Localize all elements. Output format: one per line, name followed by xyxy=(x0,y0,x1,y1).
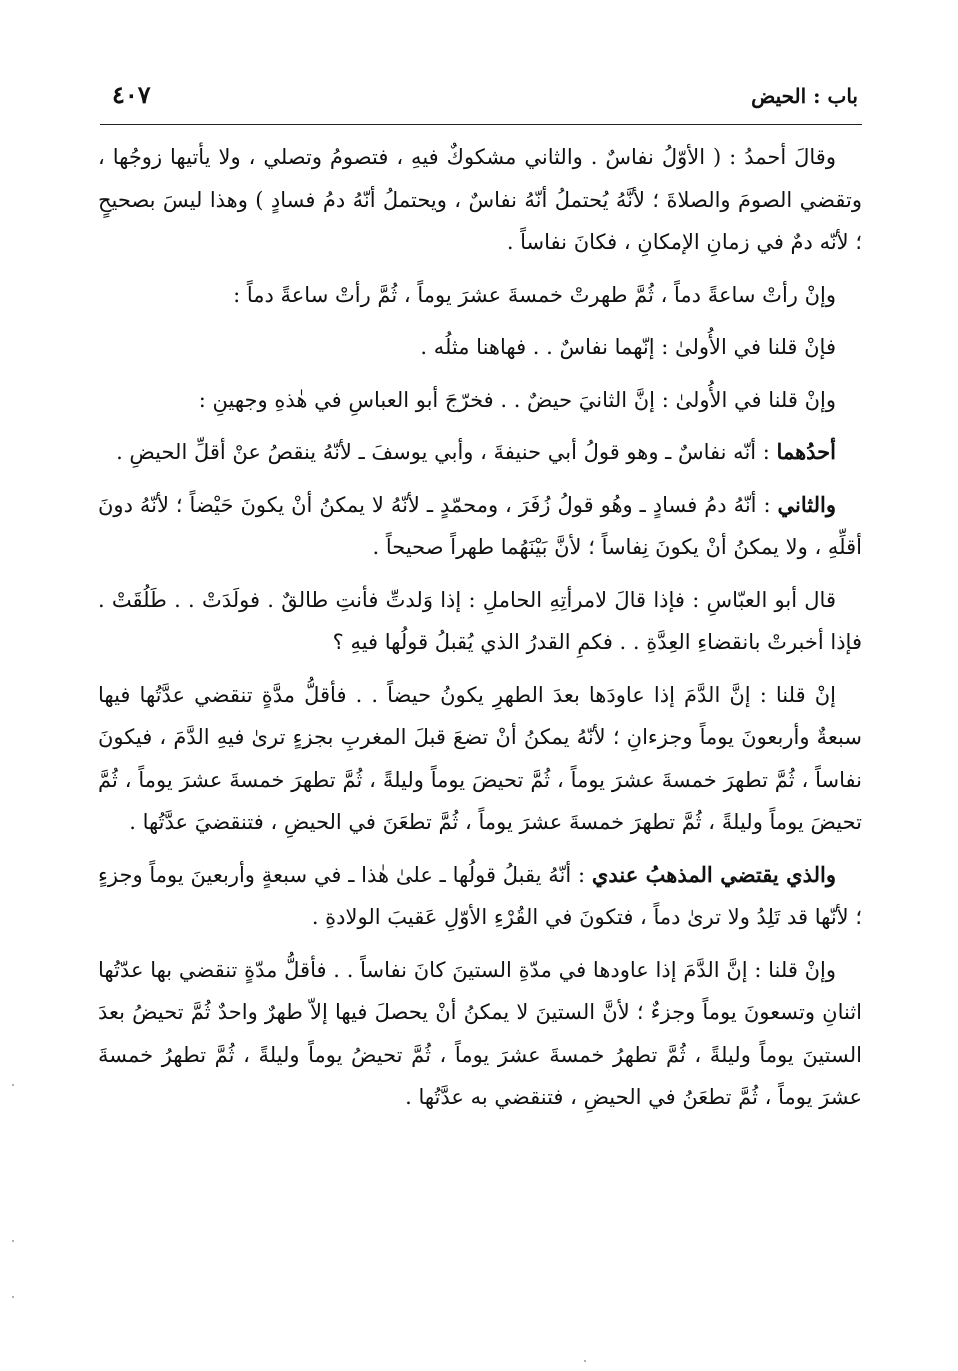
paragraph-lead: والثاني xyxy=(777,491,836,517)
paragraph-text: وإنْ رأتْ ساعةً دماً ، ثُمَّ طهرتْ خمسةَ عشرَ يوماً ، ثُمَّ رأتْ ساعةً دماً : xyxy=(233,282,836,307)
paragraph-text: : أنّهُ يقبلُ قولُها ـ علىٰ هٰذا ـ في سبعةٍ وأربعينَ يوماً وجزءٍ ؛ لأنّها قد تَلِدُ ولا ترىٰ دماً ، فتكونَ في القُرْءِ الأوّلِ عَقيبَ الولادةِ . xyxy=(98,862,862,929)
paragraph-text: فإنْ قلنا في الأُولىٰ : إنّهما نفاسٌ . . فهاهنا مثلُه . xyxy=(420,335,836,359)
paragraph-text: وإنْ قلنا في الأُولىٰ : إنَّ الثانيَ حيضٌ . . فخرّجَ أبو العباسِ في هٰذهِ وجهينِ : xyxy=(198,387,836,412)
paragraph-6 xyxy=(98,484,862,569)
running-header xyxy=(100,78,858,118)
paragraph-4 xyxy=(98,379,862,422)
margin-speck xyxy=(12,1240,14,1242)
paragraph-2 xyxy=(98,274,862,317)
paragraph-8 xyxy=(98,674,862,844)
margin-speck xyxy=(12,1296,14,1298)
paragraph-text: إنْ قلنا : إنَّ الدَّمَ إذا عاودَها بعدَ الطهرِ يكونُ حيضاً . . فأقلُّ مدَّةٍ تنقضي عدَّتُها فيها سبعةٌ وأربعونَ يوماً وجزءانِ ؛ لأنّهُ يمكنُ أنْ تضعَ قبلَ المغربِ بجزءٍ ترىٰ فيهِ الدَّمَ ، فيكونَ نفاساً ، ثُمَّ تطهرَ خمسةَ عشرَ يوماً ، ثُمَّ تحيضَ يوماً وليلةً ، ثُمَّ تطهرَ خمسةَ عشرَ يوماً ، ثُمَّ تحيضَ يوماً وليلةً ، ثُمَّ تطهرَ خمسةَ عشرَ يوماً ، ثُمَّ تطعَنَ في الحيضِ ، فتنقضيَ عدَّتُها . xyxy=(98,682,862,834)
paragraph-text: قال أبو العبّاسِ : فإذا قالَ لامرأتِهِ الحاملِ : إذا وَلدتِّ فأنتِ طالقٌ . فولَدَتْ . . طَلُقَتْ . فإذا أخبرتْ بانقضاءِ العِدَّةِ . . فكمِ القدرُ الذي يُقبلُ قولُها فيهِ ؟ xyxy=(98,587,862,654)
page-body xyxy=(98,136,862,1129)
margin-speck xyxy=(584,1360,586,1362)
margin-speck xyxy=(12,1084,14,1086)
paragraph-10 xyxy=(98,949,862,1119)
chapter-title: باب : الحيض xyxy=(751,84,858,108)
page-number: ٤٠٧ xyxy=(112,80,151,109)
paragraph-1 xyxy=(98,136,862,264)
paragraph-3 xyxy=(98,326,862,369)
paragraph-lead: والذي يقتضي المذهبُ عندي xyxy=(591,861,836,887)
header-divider xyxy=(100,124,862,125)
paragraph-5 xyxy=(98,431,862,474)
paragraph-7 xyxy=(98,579,862,664)
paragraph-text: : أنّهُ دمُ فسادٍ ـ وهُو قولُ زُفَرَ ، ومحمّدٍ ـ لأنّهُ لا يمكنُ أنْ يكونَ حَيْضاً ؛ لأنّهُ دونَ أقلِّهِ ، ولا يمكنُ أنْ يكونَ نِفاساً ؛ لأنَّ بَيْنَهُما طهراً صحيحاً . xyxy=(98,492,862,559)
paragraph-text: : أنّه نفاسٌ ـ وهو قولُ أبي حنيفةَ ، وأبي يوسفَ ـ لأنّهُ ينقصُ عنْ أقلِّ الحيضِ . xyxy=(116,440,777,464)
paragraph-text: وقالَ أحمدُ : ( الأوّلُ نفاسٌ . والثاني مشكوكٌ فيهِ ، فتصومُ وتصلي ، ولا يأتيها زوجُها ، وتقضي الصومَ والصلاةَ ؛ لأنَّهُ يُحتملُ أنّهُ نفاسٌ ، ويحتملُ أنّهُ دمُ فسادٍ ) وهذا ليسَ بصحيحٍ ؛ لأنّه دمٌ في زمانِ الإمكانِ ، فكانَ نفاساً . xyxy=(98,145,862,254)
paragraph-text: وإنْ قلنا : إنَّ الدَّمَ إذا عاودها في مدّةِ الستينَ كانَ نفاساً . . فأقلُّ مدّةٍ تنقضي بها عدّتُها اثنانِ وتسعونَ يوماً وجزءٌ ؛ لأنَّ الستينَ لا يمكنُ أنْ يحصلَ فيها إلاّ طهرٌ واحدٌ ثُمَّ تحيضُ بعدَ الستينَ يوماً وليلةً ، ثُمَّ تطهرُ خمسةَ عشرَ يوماً ، ثُمَّ تحيضُ يوماً وليلةً ، ثُمَّ تطهرُ خمسةَ عشرَ يوماً ، ثُمَّ تطعَنُ في الحيضِ ، فتنقضي به عدَّتُها . xyxy=(98,957,862,1109)
paragraph-9 xyxy=(98,854,862,939)
paragraph-lead: أحدُهما xyxy=(776,439,836,464)
